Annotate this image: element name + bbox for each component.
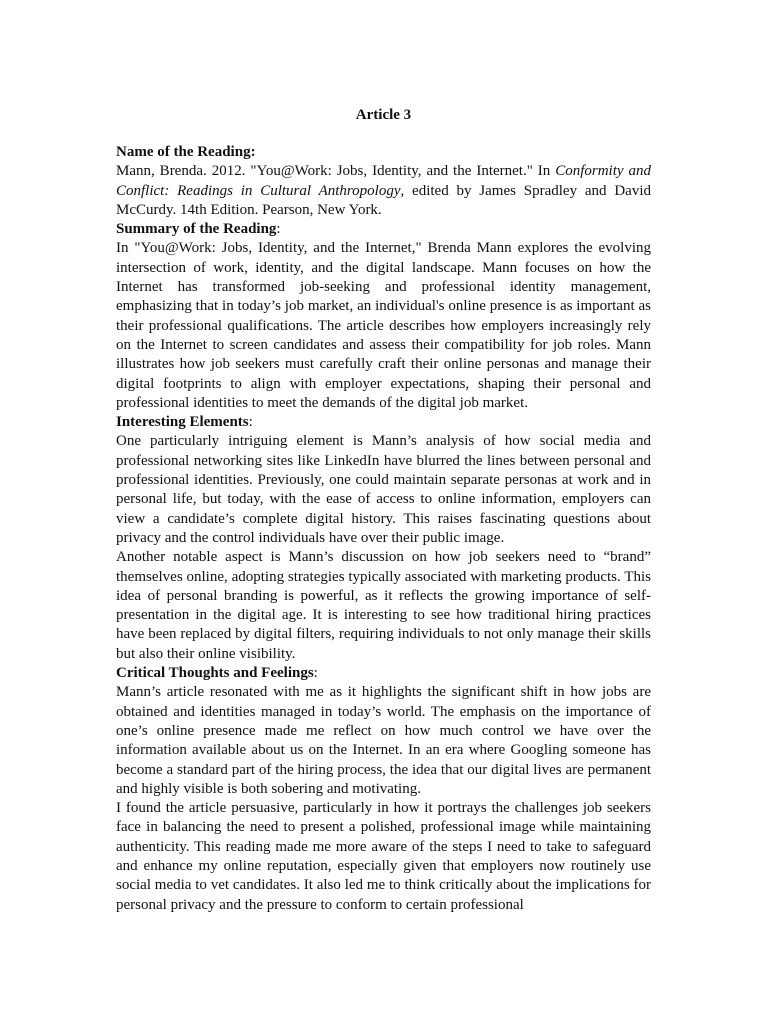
critical-heading-text: Critical Thoughts and Feelings: [116, 665, 314, 682]
interesting-elements-heading: [116, 413, 651, 432]
summary-heading: [116, 220, 651, 239]
summary-heading-colon: :: [276, 221, 281, 238]
summary-heading-text: Summary of the Reading: [116, 221, 277, 238]
critical-heading-colon: :: [313, 665, 318, 682]
interesting-heading-colon: :: [248, 414, 253, 431]
interesting-paragraph-2: Another notable aspect is Mann’s discussion on how job seekers need to “brand” themselves online, adopting strategies typically associated with marketing products. This idea of personal branding is powerful, as it reflects the growing importance of self-presentation in the digital age. It is interesting to see how traditional hiring practices have been replaced by digital filters, requiring individuals to not only manage their skills but also their online visibility.: [116, 549, 651, 662]
summary-paragraph: In "You@Work: Jobs, Identity, and the Internet," Brenda Mann explores the evolving intersection of work, identity, and the digital landscape. Mann focuses on how the Internet has transformed job-seeking and professional identity management, emphasizing that in today’s job market, an individual's online presence is as important as their professional qualifications. The article describes how employers increasingly rely on the Internet to screen candidates and assess their compatibility for job roles. Mann illustrates how job seekers must carefully craft their online personas and manage their digital footprints to align with employer expectations, shaping their personal and professional identities to meet the demands of the digital job market.: [116, 240, 651, 411]
critical-paragraph-2: I found the article persuasive, particularly in how it portrays the challenges job seekers face in balancing the need to present a polished, professional image while maintaining authenticity. This reading made me more aware of the steps I need to take to safeguard and enhance my online reputation, especially given that employers now routinely use social media to vet candidates. It also led me to think critically about the implications for personal privacy and the pressure to conform to certain professional: [116, 800, 651, 913]
interesting-paragraph-1: One particularly intriguing element is Mann’s analysis of how social media and professional networking sites like LinkedIn have blurred the lines between personal and professional identities. Previously, one could maintain separate personas at work and in personal life, but today, with the ease of access to online information, employers can view a candidate’s complete digital history. This raises fascinating questions about privacy and the control individuals have over their public image.: [116, 433, 651, 546]
interesting-heading-text: Interesting Elements: [116, 414, 249, 431]
citation: [116, 162, 651, 220]
citation-details: , edited by James Spradley and David McCurdy. 14th Edition. Pearson, New York.: [116, 182, 651, 218]
critical-thoughts-heading: [116, 664, 651, 683]
critical-paragraph-1: Mann’s article resonated with me as it highlights the significant shift in how jobs are obtained and identities managed in today’s world. The emphasis on the importance of one’s online presence made me reflect on how much control we have over the information available about us on the Internet. In an era where Googling someone has become a standard part of the hiring process, the idea that our digital lives are permanent and highly visible is both sobering and motivating.: [116, 684, 651, 797]
name-of-reading-heading: Name of the Reading:: [116, 144, 256, 160]
book-title: Conformity and Conflict: Readings in Cultural Anthropology: [116, 163, 651, 199]
document-title: Article 3: [355, 107, 412, 123]
citation-text: Mann, Brenda. 2012. "You@Work: Jobs, Identity, and the Internet." In: [116, 163, 556, 180]
document-page: [116, 104, 651, 915]
